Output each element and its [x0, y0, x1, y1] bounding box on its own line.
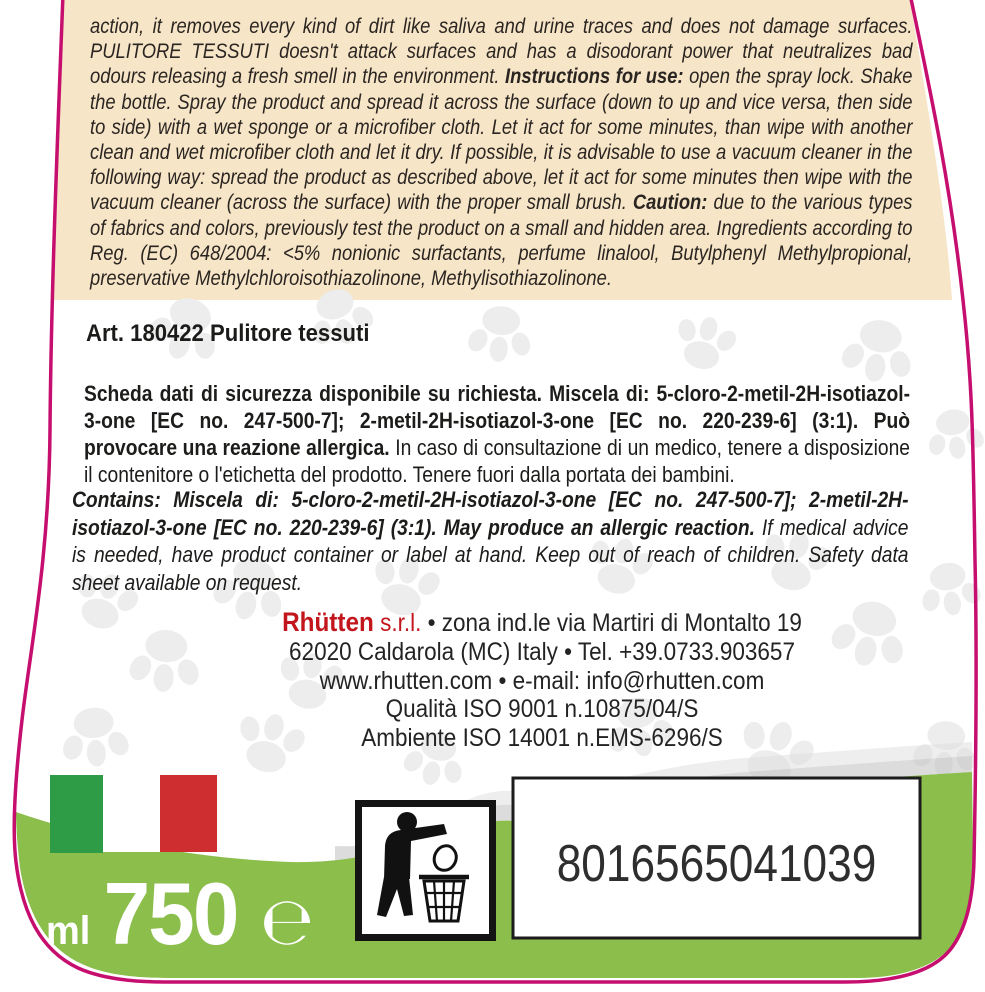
- product-description: [90, 14, 913, 291]
- net-volume: [46, 864, 314, 963]
- safety-en-regular: If medical advice is needed, have product container or label at hand. Keep out of reach of children. Safety data sheet available on request.: [72, 514, 909, 595]
- safety-en-bold: Contains: Miscela di: 5-cloro-2-metil-2H-isotiazol-3-one [EC no. 247-500-7]; 2-metil-2H-isotiazol-3-one [EC no. 220-239-6] (3:1). May produce an allergic reaction.: [72, 487, 909, 540]
- company-line-address: [182, 608, 902, 638]
- safety-it-bold: Scheda dati di sicurezza disponibile su richiesta. Miscela di: 5-cloro-2-metil-2H-isotiazol-3-one [EC no. 247-500-7]; 2-metil-2H-isotiazol-3-one [EC no. 220-239-6] (3:1). Può provocare una reazione allergica.: [84, 381, 910, 460]
- volume-value: 750: [103, 864, 238, 963]
- article-number-line: Art. 180422 Pulitore tessuti: [86, 320, 370, 347]
- company-address: • zona ind.le via Martiri di Montalto 19: [421, 609, 802, 637]
- instructions-heading: Instructions for use:: [505, 65, 684, 89]
- company-line-web-email: www.rhutten.com • e-mail: info@rhutten.com: [319, 666, 765, 695]
- company-line-iso9001: Qualità ISO 9001 n.10875/04/S: [385, 695, 699, 724]
- caution-ingredients-text: due to the various types of fabrics and colors, previously test the product on a small and hidden area. Ingredients according to Reg. (EC) 648/2004: <5% nonionic surfactants, perfume linalool, Butylphenyl Methylpropional, preservative Methylchloroisothiazolinone, Methylisothiazolinone.: [90, 191, 913, 291]
- italian-flag-icon: [50, 775, 217, 853]
- instructions-text: open the spray lock. Shake the bottle. Spray the product and spread it across the surface (down to up and vice versa, then side to side) with a wet sponge or a microfiber cloth. Let it act for some minutes, than wipe with another clean and wet microfiber cloth and let it dry. If possible, it is advisable to use a vacuum cleaner in the following way: spread the product as described above, let it act for some minutes then wipe with the vacuum cleaner (across the surface) with the proper small brush.: [90, 65, 913, 215]
- safety-paragraph-english: [72, 486, 909, 596]
- company-name: Rhütten: [282, 607, 374, 637]
- ean-number: 8016565041039: [556, 835, 877, 893]
- company-suffix: s.r.l.: [373, 609, 422, 637]
- caution-heading: Caution:: [632, 191, 708, 215]
- tidyman-icon: [359, 804, 493, 938]
- safety-paragraph-italian: [84, 380, 910, 488]
- estimated-sign: ℮: [260, 883, 314, 960]
- company-line-city-phone: 62020 Caldarola (MC) Italy • Tel. +39.0733.903657: [289, 637, 795, 666]
- volume-unit: ml: [46, 909, 91, 953]
- safety-it-regular: In caso di consultazione di un medico, tenere a disposizione il contenitore o l'etichetta del prodotto. Tenere fuori dalla portata dei bambini.: [84, 435, 910, 487]
- company-line-iso14001: Ambiente ISO 14001 n.EMS-6296/S: [361, 724, 723, 753]
- company-block: [182, 608, 902, 753]
- description-text: action, it removes every kind of dirt like saliva and urine traces and does not damage surfaces. PULITORE TESSUTI doesn't attack surfaces and has a disodorant power that neutralizes bad odours releasing a fresh smell in the environment.: [90, 15, 913, 89]
